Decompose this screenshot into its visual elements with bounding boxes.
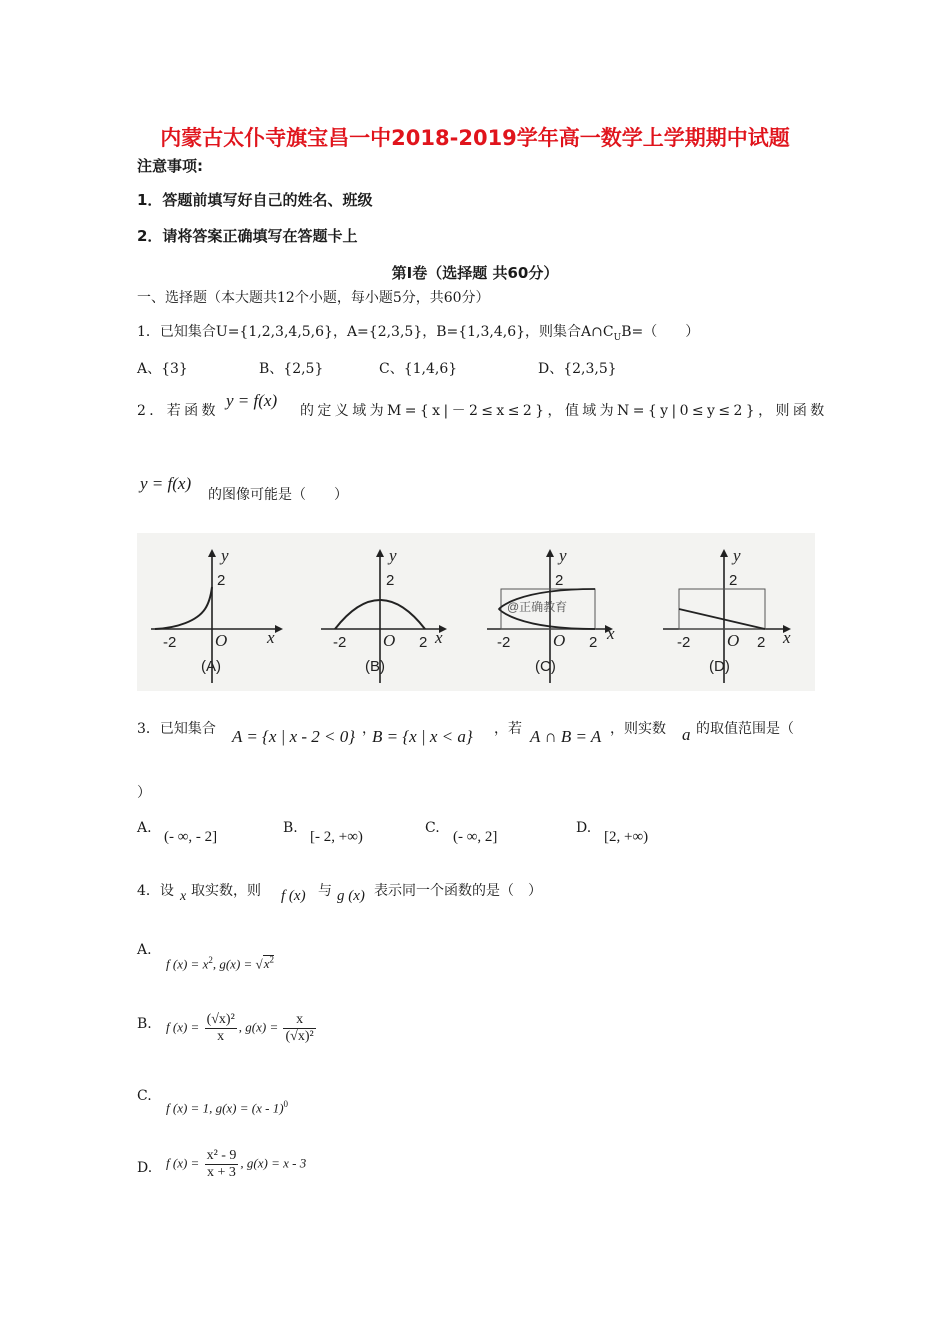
svg-text:O: O <box>553 631 566 650</box>
section-title: 第Ⅰ卷（选择题 共60分） <box>391 264 559 282</box>
svg-text:2: 2 <box>729 572 738 589</box>
q3-then: ，则实数 <box>610 721 666 737</box>
svg-text:(D): (D) <box>709 658 730 675</box>
svg-text:O: O <box>727 631 740 650</box>
q3-option-d-label: D. <box>576 820 592 836</box>
svg-text:2: 2 <box>555 572 564 589</box>
svg-text:x: x <box>435 628 443 647</box>
q2-domain-text: 的定义域为M={x|－2≤x≤2}，值域为N={y|0≤y≤2}，则函数 <box>300 403 828 419</box>
watermark: @正确教育 <box>507 600 568 614</box>
q4-prefix: 4．设 <box>137 883 174 899</box>
q3-set-b: B = {x | x < a} <box>372 727 473 746</box>
q4-g: g (x) <box>337 888 365 904</box>
q2-prefix: 2．若函数 <box>137 403 219 419</box>
q3-option-d: [2, +∞) <box>604 829 649 845</box>
svg-text:x: x <box>607 624 615 643</box>
svg-text:x: x <box>267 628 275 647</box>
question-1-stem: 1．已知集合U={1,2,3,4,5,6}，A={2,3,5}，B={1,3,4,6}，则集合$A\cap C_UB=$（ ） <box>137 324 700 343</box>
q3-option-b: [- 2, +∞) <box>310 829 363 845</box>
svg-text:-2: -2 <box>677 634 691 651</box>
q3-condition: A ∩ B = A <box>530 727 602 746</box>
q1-option-c: C、{1,4,6} <box>379 361 458 377</box>
q4-option-d: f (x) = $\frac{\text{x² - 9}}{x + 3}$ , g(x) = x - 3 <box>166 1148 307 1180</box>
svg-text:2: 2 <box>217 572 226 589</box>
q4-f: f (x) <box>281 888 306 904</box>
q3-option-a-label: A. <box>137 820 152 836</box>
q4-option-b: f (x) = $\frac{\text{(√x)²}}{x}$ , g(x) = $\frac{x}{\text{(√x)²}}$ <box>166 1012 314 1044</box>
svg-text:2: 2 <box>589 634 598 651</box>
notice-heading: 注意事项: <box>137 157 203 175</box>
q3-prefix: 3．已知集合 <box>137 721 216 737</box>
q3-set-a: A = {x | x - 2 < 0} <box>232 727 356 746</box>
q2-end: 的图像可能是（ ） <box>208 487 348 503</box>
q3-option-c: (- ∞, 2] <box>453 829 498 845</box>
q4-option-a-label: A. <box>137 942 152 958</box>
q4-with: 与 <box>318 883 332 899</box>
q3-comma: ， <box>362 721 376 737</box>
q4-var: x <box>180 889 187 904</box>
svg-text:(B): (B) <box>365 658 385 675</box>
q4-option-d-label: D. <box>137 1160 153 1176</box>
q3-if: ，若 <box>494 721 522 737</box>
page-title: 内蒙古太仆寺旗宝昌一中2018-2019学年高一数学上学期期中试题 <box>160 126 790 150</box>
svg-text:-2: -2 <box>333 634 347 651</box>
svg-text:(C): (C) <box>535 658 556 675</box>
q2-func-2: y = f(x) <box>140 474 192 493</box>
section-subtitle: 一、选择题（本大题共12个小题，每小题5分，共60分） <box>137 290 490 306</box>
q3-option-a: (- ∞, - 2] <box>164 829 218 845</box>
q3-end: 的取值范围是（ <box>696 721 794 737</box>
svg-text:y: y <box>221 546 229 565</box>
q4-end: 表示同一个函数的是（ ） <box>374 883 542 899</box>
q4-option-b-label: B. <box>137 1016 152 1032</box>
svg-text:2: 2 <box>386 572 395 589</box>
q1-option-a: A、{3} <box>137 361 188 377</box>
svg-text:y: y <box>559 546 567 565</box>
function-graphs-figure <box>137 533 815 691</box>
svg-text:y: y <box>733 546 741 565</box>
q3-var: a <box>682 725 691 744</box>
svg-text:x: x <box>783 628 791 647</box>
svg-text:2: 2 <box>419 634 428 651</box>
notice-item-1: 1．答题前填写好自己的姓名、班级 <box>137 191 373 209</box>
q1-option-d: D、{2,3,5} <box>538 361 617 377</box>
svg-text:2: 2 <box>757 634 766 651</box>
svg-text:y: y <box>389 546 397 565</box>
q2-func: y = f(x) <box>226 391 278 410</box>
q3-option-b-label: B. <box>283 820 298 836</box>
q3-close: ） <box>137 785 151 801</box>
svg-text:O: O <box>383 631 396 650</box>
q4-option-c-label: C. <box>137 1088 152 1104</box>
q3-option-c-label: C. <box>425 820 440 836</box>
svg-text:O: O <box>215 631 228 650</box>
q4-option-a: f $(x) = x^2$, $g(x) = √x^2$ <box>166 955 274 972</box>
q4-option-c: f (x) = 1, g(x) = (x - 1)$^0$ <box>166 1099 289 1116</box>
svg-text:-2: -2 <box>163 634 177 651</box>
q4-mid: 取实数，则 <box>191 883 261 899</box>
svg-text:(A): (A) <box>201 658 221 675</box>
svg-text:-2: -2 <box>497 634 511 651</box>
q1-option-b: B、{2,5} <box>259 361 324 377</box>
notice-item-2: 2．请将答案正确填写在答题卡上 <box>137 227 358 245</box>
